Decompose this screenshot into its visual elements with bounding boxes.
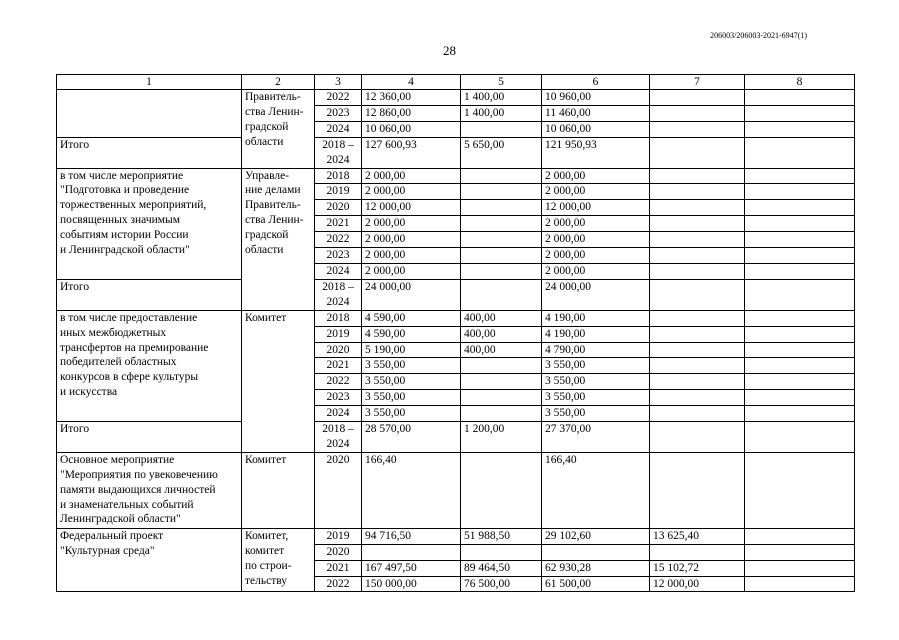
amount-cell [461, 121, 542, 137]
year-cell: 2022 [315, 232, 362, 248]
table-row [57, 310, 855, 326]
total-label: Итого [57, 137, 242, 168]
year-cell: 2019 [315, 184, 362, 200]
total-label: Итого [57, 279, 242, 310]
amount-cell: 12 000,00 [362, 200, 461, 216]
amount-cell: 2 000,00 [542, 248, 650, 264]
amount-cell: 2 000,00 [362, 216, 461, 232]
activity-name-cell: Федеральный проект "Культурная среда" [57, 528, 242, 592]
column-header: 4 [362, 75, 461, 90]
amount-cell [461, 184, 542, 200]
amount-cell: 5 190,00 [362, 342, 461, 358]
amount-cell: 2 000,00 [542, 184, 650, 200]
amount-cell [650, 168, 745, 184]
empty-cell [745, 358, 855, 374]
table-row [57, 75, 855, 90]
amount-cell [461, 232, 542, 248]
amount-cell [650, 326, 745, 342]
amount-cell: 166,40 [542, 452, 650, 528]
amount-cell [650, 310, 745, 326]
amount-cell: 167 497,50 [362, 560, 461, 576]
amount-cell [542, 544, 650, 560]
amount-cell: 89 464,50 [461, 560, 542, 576]
year-range-cell: 2018 – 2024 [315, 422, 362, 453]
amount-cell: 24 000,00 [362, 279, 461, 310]
amount-cell [650, 216, 745, 232]
amount-cell [650, 263, 745, 279]
empty-cell [745, 279, 855, 310]
amount-cell [461, 200, 542, 216]
empty-cell [745, 263, 855, 279]
empty-cell [745, 310, 855, 326]
year-cell: 2023 [315, 105, 362, 121]
amount-cell: 12 860,00 [362, 105, 461, 121]
amount-cell [650, 422, 745, 453]
amount-cell [461, 216, 542, 232]
amount-cell [650, 406, 745, 422]
empty-cell [745, 90, 855, 106]
empty-cell [745, 374, 855, 390]
year-cell: 2018 [315, 168, 362, 184]
amount-cell: 3 550,00 [542, 406, 650, 422]
amount-cell: 2 000,00 [362, 248, 461, 264]
empty-cell [745, 216, 855, 232]
amount-cell: 2 000,00 [362, 263, 461, 279]
empty-cell [745, 184, 855, 200]
amount-cell: 62 930,28 [542, 560, 650, 576]
amount-cell: 4 790,00 [542, 342, 650, 358]
amount-cell: 61 500,00 [542, 576, 650, 592]
amount-cell: 400,00 [461, 342, 542, 358]
column-header: 7 [650, 75, 745, 90]
column-header: 5 [461, 75, 542, 90]
empty-cell [745, 326, 855, 342]
amount-cell [461, 390, 542, 406]
amount-cell: 24 000,00 [542, 279, 650, 310]
executor-cell: Управле- ние делами Правитель- ства Ленин- градской области [242, 168, 315, 310]
amount-cell [362, 544, 461, 560]
amount-cell [461, 544, 542, 560]
budget-table [56, 74, 855, 592]
document-id: 206003/206003-2021-6947(1) [710, 31, 807, 40]
empty-cell [745, 200, 855, 216]
amount-cell [650, 452, 745, 528]
executor-cell: Правитель- ства Ленин- градской области [242, 90, 315, 169]
amount-cell [650, 248, 745, 264]
year-cell: 2024 [315, 406, 362, 422]
year-cell: 2018 [315, 310, 362, 326]
empty-cell [745, 544, 855, 560]
table-row [57, 279, 855, 310]
empty-cell [745, 342, 855, 358]
empty-cell [745, 452, 855, 528]
table-row [57, 528, 855, 544]
amount-cell: 3 550,00 [542, 390, 650, 406]
amount-cell: 4 190,00 [542, 326, 650, 342]
amount-cell: 51 988,50 [461, 528, 542, 544]
amount-cell: 3 550,00 [362, 358, 461, 374]
amount-cell [650, 121, 745, 137]
amount-cell: 15 102,72 [650, 560, 745, 576]
amount-cell [650, 137, 745, 168]
empty-cell [745, 422, 855, 453]
amount-cell [650, 105, 745, 121]
year-cell: 2019 [315, 326, 362, 342]
amount-cell: 3 550,00 [362, 390, 461, 406]
amount-cell: 10 960,00 [542, 90, 650, 106]
amount-cell: 12 000,00 [650, 576, 745, 592]
amount-cell: 2 000,00 [362, 232, 461, 248]
year-cell: 2020 [315, 342, 362, 358]
amount-cell [650, 90, 745, 106]
amount-cell [461, 374, 542, 390]
amount-cell [461, 358, 542, 374]
amount-cell: 11 460,00 [542, 105, 650, 121]
amount-cell: 13 625,40 [650, 528, 745, 544]
executor-cell: Комитет [242, 310, 315, 452]
empty-cell [745, 248, 855, 264]
amount-cell: 76 500,00 [461, 576, 542, 592]
amount-cell [650, 342, 745, 358]
amount-cell [461, 248, 542, 264]
amount-cell: 400,00 [461, 310, 542, 326]
year-cell: 2019 [315, 528, 362, 544]
amount-cell: 28 570,00 [362, 422, 461, 453]
year-cell: 2021 [315, 358, 362, 374]
empty-cell [745, 528, 855, 544]
amount-cell: 10 060,00 [542, 121, 650, 137]
amount-cell: 3 550,00 [362, 374, 461, 390]
amount-cell [650, 279, 745, 310]
amount-cell: 4 190,00 [542, 310, 650, 326]
amount-cell [650, 544, 745, 560]
amount-cell: 1 200,00 [461, 422, 542, 453]
empty-cell [745, 232, 855, 248]
empty-cell [745, 390, 855, 406]
amount-cell: 1 400,00 [461, 90, 542, 106]
amount-cell: 3 550,00 [542, 358, 650, 374]
table-row [57, 422, 855, 453]
amount-cell [650, 390, 745, 406]
amount-cell [650, 374, 745, 390]
empty-cell [745, 406, 855, 422]
amount-cell [650, 184, 745, 200]
empty-cell [745, 168, 855, 184]
amount-cell: 4 590,00 [362, 326, 461, 342]
year-cell: 2023 [315, 390, 362, 406]
amount-cell: 5 650,00 [461, 137, 542, 168]
name-cell [57, 90, 242, 138]
empty-cell [745, 576, 855, 592]
amount-cell: 94 716,50 [362, 528, 461, 544]
amount-cell: 12 360,00 [362, 90, 461, 106]
activity-name-cell: Основное мероприятие "Мероприятия по увековечению памяти выдающихся личностей и знаменательных событий Ленинградской области" [57, 452, 242, 528]
amount-cell [461, 263, 542, 279]
year-cell: 2020 [315, 452, 362, 528]
table-row [57, 452, 855, 528]
column-header: 1 [57, 75, 242, 90]
year-cell: 2022 [315, 576, 362, 592]
year-cell: 2024 [315, 121, 362, 137]
amount-cell: 2 000,00 [542, 216, 650, 232]
amount-cell [461, 279, 542, 310]
amount-cell: 29 102,60 [542, 528, 650, 544]
year-range-cell: 2018 – 2024 [315, 137, 362, 168]
year-cell: 2024 [315, 263, 362, 279]
amount-cell: 400,00 [461, 326, 542, 342]
amount-cell [461, 452, 542, 528]
amount-cell [461, 168, 542, 184]
amount-cell: 166,40 [362, 452, 461, 528]
year-range-cell: 2018 – 2024 [315, 279, 362, 310]
amount-cell: 121 950,93 [542, 137, 650, 168]
amount-cell [650, 358, 745, 374]
amount-cell [461, 406, 542, 422]
column-header: 3 [315, 75, 362, 90]
year-cell: 2020 [315, 544, 362, 560]
empty-cell [745, 560, 855, 576]
column-header: 6 [542, 75, 650, 90]
column-header: 2 [242, 75, 315, 90]
amount-cell: 150 000,00 [362, 576, 461, 592]
amount-cell: 12 000,00 [542, 200, 650, 216]
amount-cell: 2 000,00 [362, 184, 461, 200]
year-cell: 2021 [315, 560, 362, 576]
amount-cell [650, 232, 745, 248]
amount-cell: 27 370,00 [542, 422, 650, 453]
executor-cell: Комитет [242, 452, 315, 528]
amount-cell: 1 400,00 [461, 105, 542, 121]
empty-cell [745, 137, 855, 168]
amount-cell: 2 000,00 [542, 168, 650, 184]
year-cell: 2021 [315, 216, 362, 232]
amount-cell: 4 590,00 [362, 310, 461, 326]
amount-cell [650, 200, 745, 216]
empty-cell [745, 121, 855, 137]
amount-cell: 2 000,00 [362, 168, 461, 184]
column-header: 8 [745, 75, 855, 90]
activity-name-cell: в том числе предоставление иных межбюджетных трансфертов на премирование победителей областных конкурсов в сфере культуры и искусства [57, 310, 242, 421]
year-cell: 2020 [315, 200, 362, 216]
amount-cell: 2 000,00 [542, 232, 650, 248]
year-cell: 2022 [315, 90, 362, 106]
total-label: Итого [57, 422, 242, 453]
table-row [57, 90, 855, 106]
amount-cell: 2 000,00 [542, 263, 650, 279]
amount-cell: 10 060,00 [362, 121, 461, 137]
year-cell: 2023 [315, 248, 362, 264]
amount-cell: 127 600,93 [362, 137, 461, 168]
amount-cell: 3 550,00 [362, 406, 461, 422]
executor-cell: Комитет, комитет по строи- тельству [242, 528, 315, 592]
page-number: 28 [443, 43, 456, 58]
table-row [57, 168, 855, 184]
table-row [57, 137, 855, 168]
year-cell: 2022 [315, 374, 362, 390]
amount-cell: 3 550,00 [542, 374, 650, 390]
empty-cell [745, 105, 855, 121]
activity-name-cell: в том числе мероприятие "Подготовка и проведение торжественных мероприятий, посвященных значимым событиям истории России и Ленинградской области" [57, 168, 242, 279]
